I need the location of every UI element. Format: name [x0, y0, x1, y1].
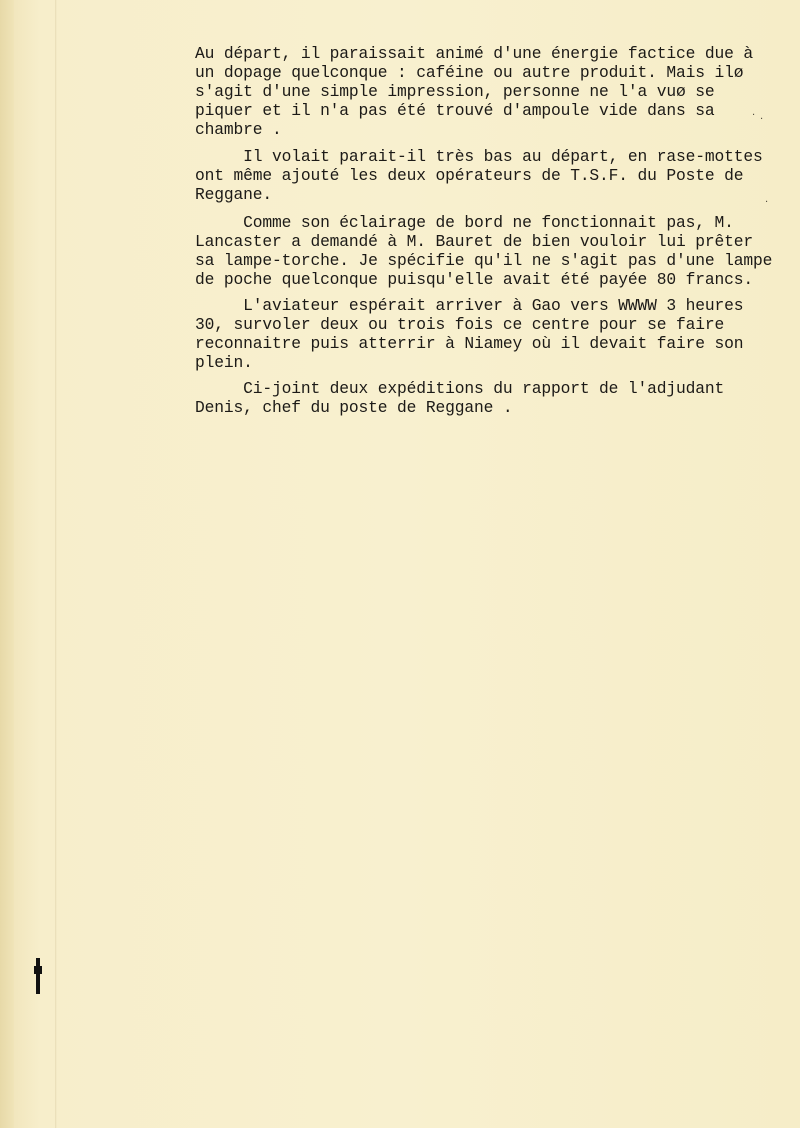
- paper-fold-line: [55, 0, 57, 1128]
- ink-speck: ·: [765, 197, 769, 208]
- paragraph-2: Il volait parait-il très bas au départ, en rase-mottes ont même ajouté les deux opérateurs de T.S.F. du Poste de Reggane.: [195, 147, 763, 204]
- paper-left-edge: [0, 0, 14, 1128]
- ink-speck: ·: [752, 110, 756, 121]
- ink-speck: ·: [760, 114, 764, 125]
- paragraph-3: Comme son éclairage de bord ne fonctionnait pas, M. Lancaster a demandé à M. Bauret de bien vouloir lui prêter sa lampe-torche. Je spécifie qu'il ne s'agit pas d'une lampe de poche quelconque puisqu'elle avait été payée 80 francs.: [195, 213, 773, 289]
- paragraph-1: Au départ, il paraissait animé d'une énergie factice due à un dopage quelconque : caféine ou autre produit. Mais ilø s'agit d'une simple impression, personne ne l'a vuø se piquer et il n'a pas été trouvé d'ampoule vide dans sa chambre .: [195, 44, 753, 139]
- paragraph-4: L'aviateur espérait arriver à Gao vers WWWW 3 heures 30, survoler deux ou trois fois ce centre pour se faire reconnaitre puis atterrir à Niamey où il devait faire son plein.: [195, 296, 744, 372]
- binder-clip-icon: [34, 958, 42, 994]
- paragraph-5: Ci-joint deux expéditions du rapport de l'adjudant Denis, chef du poste de Reggane .: [195, 379, 725, 417]
